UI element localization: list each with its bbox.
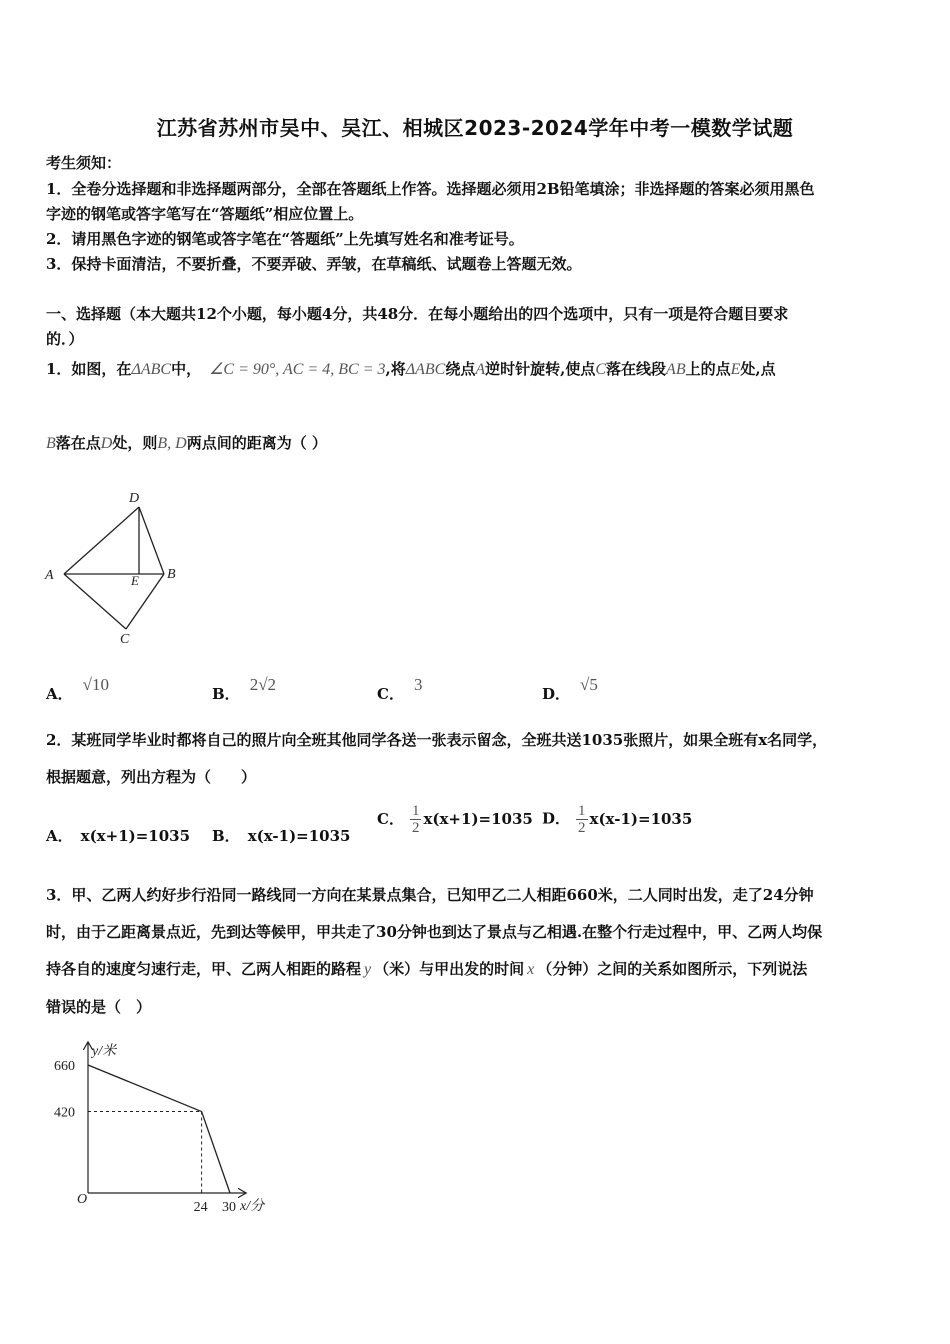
q2-option-b: B． x(x-1)=1035	[212, 827, 351, 845]
section-heading-line-1: 一、选择题（本大题共12个小题，每小题4分，共48分．在每小题给出的四个选项中，只有一项是符合题目要求	[46, 305, 789, 323]
q3-line-1: 3．甲、乙两人约好步行沿同一路线同一方向在某景点集合，已知甲乙二人相距660米，二人同时出发，走了24分钟	[46, 886, 814, 904]
origin-label: O	[77, 1192, 88, 1207]
q2-option-c: C． $\frac{1}{2}$ x(x+1)=1035	[377, 803, 533, 836]
q3-distance-time-chart	[40, 1035, 290, 1220]
figure-label-B: B	[167, 567, 176, 582]
notice-line-4: 3．保持卡面清洁，不要折叠，不要弄破、弄皱，在草稿纸、试题卷上答题无效。	[46, 255, 582, 273]
notice-line-3: 2．请用黑色字迹的钢笔或答字笔在“答题纸”上先填写姓名和准考证号。	[46, 230, 524, 248]
x-tick-label-30: 30	[222, 1200, 236, 1215]
notice-line-2: 字迹的钢笔或答字笔写在“答题纸”相应位置上。	[46, 205, 364, 223]
notice-heading: 考生须知：	[46, 154, 122, 172]
q1-option-c: C． 3	[377, 675, 423, 703]
q3-line-3: 持各自的速度匀速行走，甲、乙两人相距的路程 y （米）与甲出发的时间 x （分钟）之间的关系如图所示，下列说法	[46, 960, 808, 978]
q1-line-1: 1．如图，在ΔABC中， ∠C = 90°, AC = 4, BC = 3,将ΔABC绕点A逆时针旋转,使点C落在线段AB上的点E处,点	[46, 360, 776, 378]
x-axis-label: x/分	[240, 1199, 265, 1214]
q1-geometry-figure	[40, 485, 190, 645]
figure-label-E: E	[131, 573, 139, 588]
page-title: 江苏省苏州市吴中、吴江、相城区2023-2024学年中考一模数学试题	[156, 116, 794, 140]
q2-option-d: D． $\frac{1}{2}$ x(x-1)=1035	[542, 803, 693, 836]
section-heading-line-2: 的．）	[46, 330, 84, 348]
q1-option-b: B． 2√2	[212, 675, 277, 703]
figure-label-C: C	[120, 632, 130, 645]
x-tick-label-24: 24	[193, 1200, 208, 1215]
series-segment-1	[88, 1065, 202, 1112]
q1-line-2: B落在点D处，则B, D两点间的距离为（ ）	[46, 434, 327, 452]
q1-condition: ∠C = 90°, AC = 4, BC = 3	[209, 361, 386, 378]
q2-line-1: 2．某班同学毕业时都将自己的照片向全班其他同学各送一张表示留念，全班共送1035张照片，如果全班有x名同学，	[46, 731, 828, 749]
q1-option-d: D． √5	[542, 675, 598, 703]
q3-line-4: 错误的是（ ）	[46, 998, 152, 1016]
y-tick-label-420: 420	[54, 1105, 75, 1121]
figure-label-A: A	[45, 568, 54, 583]
q2-option-a: A． x(x+1)=1035	[46, 827, 191, 845]
y-tick-label-660: 660	[54, 1059, 75, 1074]
q2-line-2: 根据题意，列出方程为（ ）	[46, 768, 257, 786]
y-axis-label: y/米	[92, 1044, 117, 1059]
notice-line-1: 1．全卷分选择题和非选择题两部分，全部在答题纸上作答。选择题必须用2B铅笔填涂；非选择题的答案必须用黑色	[46, 180, 815, 198]
figure-label-D: D	[129, 491, 140, 506]
q1-triangle: ΔABC	[131, 361, 172, 378]
q1-option-a: A． √10	[46, 675, 109, 703]
series-segment-2	[202, 1112, 230, 1193]
q3-line-2: 时，由于乙距离景点近，先到达等候甲，甲共走了30分钟也到达了景点与乙相遇.在整个行走过程中，甲、乙两人均保	[46, 923, 823, 941]
